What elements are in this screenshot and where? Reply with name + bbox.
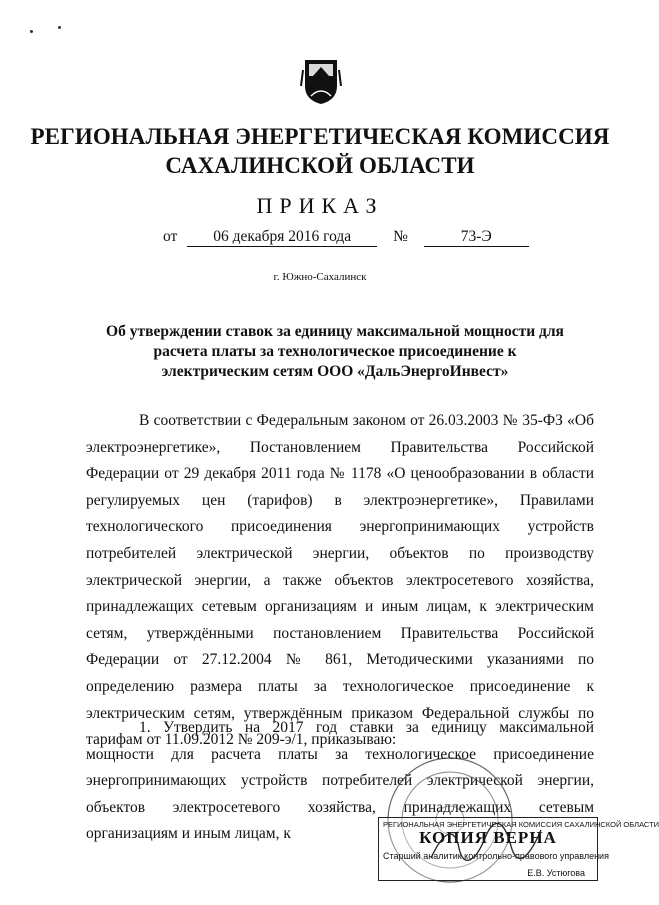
organization-name-line2: САХАЛИНСКОЙ ОБЛАСТИ <box>165 153 475 178</box>
coat-of-arms-icon <box>301 56 341 106</box>
organization-name-line1: РЕГИОНАЛЬНАЯ ЭНЕРГЕТИЧЕСКАЯ КОМИССИЯ <box>30 124 610 149</box>
city-name: г. Южно-Сахалинск <box>273 271 367 283</box>
date-prefix: от <box>163 228 178 245</box>
order-item-1: 1. Утвердить на 2017 год ставки за единицу максимальной мощности для расчета платы за технологическое присоединение энергопринимающих устройств потребителей электрической энергии, объектов электросетевого хозяйства, принадлежащих сетевым организациям и иным лицам, к <box>86 719 594 843</box>
stamp-position: Старший аналитик контрольно-правового управления <box>383 851 609 861</box>
order-heading: Об утверждении ставок за единицу максимальной мощности для расчета платы за технологическое присоединение к электрическим сетям ООО «ДальЭнергоИнвест» <box>106 323 564 380</box>
order-number: 73-Э <box>424 228 529 247</box>
preamble-paragraph: В соответствии с Федеральным законом от 26.03.2003 № 35-ФЗ «Об электроэнергетике», Постановлением Правительства Российской Федерации от 29 декабря 2011 года № 1178 «О ценообразовании в области регулируемых цен (тарифов) в электроэнергетике», Правилами технологического присоединения энергопринимающих устройств потребителей электрической энергии, объектов по производству электрической энергии, а также объектов электросетевого хозяйства, принадлежащих сетевым организациям и иным лицам, к электрическим сетям, утверждёнными постановлением Правительства Российской Федерации от 27.12.2004 № 861, Методическими указаниями по определению размера платы за технологическое присоединение к электрическим сетям, утверждённым приказом Федеральной службы по тарифам от 11.09.2012 № 209-э/1, приказываю: <box>86 412 594 749</box>
stamp-title: КОПИЯ ВЕРНА <box>419 828 557 847</box>
order-date: 06 декабря 2016 года <box>187 228 377 247</box>
signature-icon <box>425 818 545 868</box>
scan-speck <box>30 30 33 33</box>
number-sign: № <box>393 228 408 245</box>
stamp-signer: Е.В. Устюгова <box>527 868 585 878</box>
scan-speck <box>58 26 61 29</box>
stamp-organization: РЕГИОНАЛЬНАЯ ЭНЕРГЕТИЧЕСКАЯ КОМИССИЯ САХАЛИНСКОЙ ОБЛАСТИ <box>383 820 659 829</box>
date-number-line <box>163 228 529 247</box>
document-type: ПРИКАЗ <box>256 193 384 218</box>
